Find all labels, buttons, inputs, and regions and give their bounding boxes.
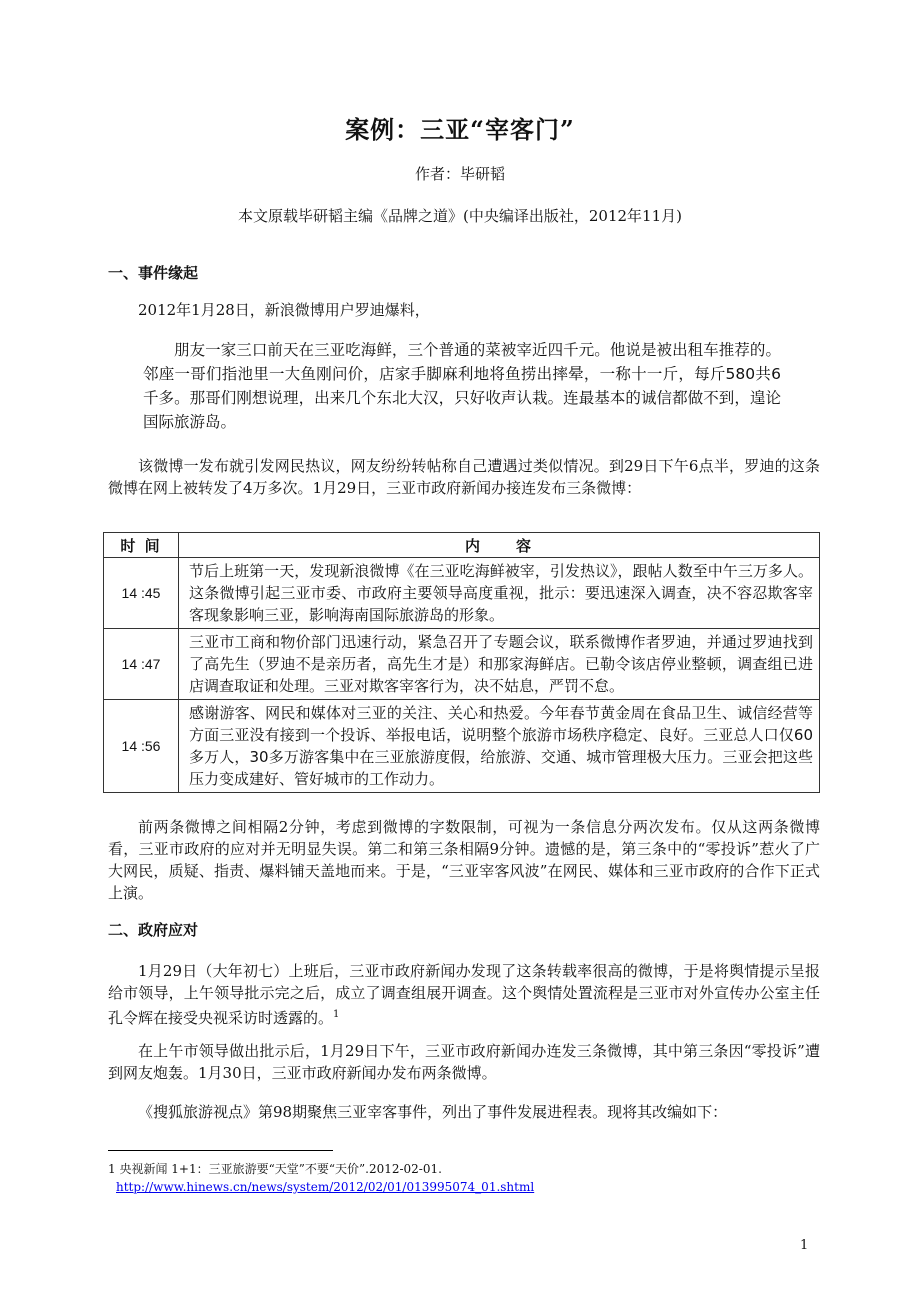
author-line: 作者：毕研韬 <box>414 165 505 183</box>
footnote-link[interactable]: http://www.hinews.cn/news/system/2012/02/01/013995074_01.shtml <box>116 1180 535 1194</box>
paragraph-sohu: 《搜狐旅游视点》第98期聚焦三亚宰客事件，列出了事件发展进程表。现将其改编如下： <box>138 1103 728 1121</box>
paragraph-weibo-followup: 在上午市领导做出批示后，1月29日下午，三亚市政府新闻办连发三条微博，其中第三条因“零投诉”遭到网友炮轰。1月30日，三亚市政府新闻办发布两条微博。 <box>108 1042 820 1082</box>
row-time: 14 :47 <box>104 629 179 700</box>
paragraph-analysis: 前两条微博之间相隔2分钟，考虑到微博的字数限制，可视为一条信息分两次发布。仅从这两条微博看，三亚市政府的应对并无明显失误。第二和第三条相隔9分钟。遗憾的是，第三条中的“零投诉”惹火了广大网民，质疑、指责、爆料铺天盖地而来。于是，“三亚宰客风波”在网民、媒体和三亚市政府的合作下正式上演。 <box>108 818 820 902</box>
paragraph-spread: 该微博一发布就引发网民热议，网友纷纷转帖称自己遭遇过类似情况。到29日下午6点半，罗迪的这条微博在网上被转发了4万多次。1月29日，三亚市政府新闻办接连发布三条微博： <box>108 457 820 497</box>
paragraph-response-text: 1月29日（大年初七）上班后，三亚市政府新闻办发现了这条转载率很高的微博，于是将舆情提示呈报给市领导，上午领导批示完之后，成立了调查组展开调查。这个舆情处置流程是三亚市对外宣传办公室主任孔令辉在接受央视采访时透露的。 <box>108 962 820 1027</box>
page-title: 案例：三亚“宰客门” <box>345 115 575 144</box>
header-content: 内 容 <box>179 533 820 558</box>
table-row <box>104 700 820 793</box>
row-content: 感谢游客、网民和媒体对三亚的关注、关心和热爱。今年春节黄金周在食品卫生、诚信经营等方面三亚没有接到一个投诉、举报电话，说明整个旅游市场秩序稳定、良好。三亚总人口仅60多万人，30多万游客集中在三亚旅游度假，给旅游、交通、城市管理极大压力。三亚会把这些压力变成建好、管好城市的工作动力。 <box>179 700 820 793</box>
footnote-text: 1 央视新闻 1+1：三亚旅游要“天堂”不要“天价”.2012-02-01. <box>108 1162 442 1176</box>
intro-paragraph: 2012年1月28日，新浪微博用户罗迪爆料， <box>138 301 430 319</box>
row-time: 14 :56 <box>104 700 179 793</box>
row-content: 节后上班第一天，发现新浪微博《在三亚吃海鲜被宰，引发热议》，跟帖人数至中午三万多人。这条微博引起三亚市委、市政府主要领导高度重视，批示：要迅速深入调查，决不容忍欺客宰客现象影响三亚，影响海南国际旅游岛的形象。 <box>179 558 820 629</box>
table-row <box>104 629 820 700</box>
header-time: 时 间 <box>104 533 179 558</box>
weibo-table <box>103 532 820 793</box>
source-line: 本文原载毕研韬主编《品牌之道》(中央编译出版社，2012年11月) <box>238 207 682 225</box>
footnote-ref[interactable]: 1 <box>333 1009 340 1020</box>
footnote <box>108 1160 534 1196</box>
footnote-divider <box>108 1150 333 1151</box>
section-heading-1: 一、事件缘起 <box>108 264 199 282</box>
row-time: 14 :45 <box>104 558 179 629</box>
row-content: 三亚市工商和物价部门迅速行动，紧急召开了专题会议，联系微博作者罗迪，并通过罗迪找到了高先生（罗迪不是亲历者，高先生才是）和那家海鲜店。已勒令该店停业整顿，调查组已进店调查取证和处理。三亚对欺客宰客行为，决不姑息，严罚不怠。 <box>179 629 820 700</box>
table-header-row <box>104 533 820 558</box>
paragraph-response <box>108 960 820 1029</box>
table-row <box>104 558 820 629</box>
quoted-weibo: 朋友一家三口前天在三亚吃海鲜，三个普通的菜被宰近四千元。他说是被出租车推荐的。邻座一哥们指池里一大鱼刚问价，店家手脚麻利地将鱼捞出摔晕，一称十一斤，每斤580共6千多。那哥们刚想说理，出来几个东北大汉，只好收声认栽。连最基本的诚信都做不到，遑论国际旅游岛。 <box>143 341 781 431</box>
section-heading-2: 二、政府应对 <box>108 921 199 939</box>
page-number: 1 <box>800 1238 809 1253</box>
